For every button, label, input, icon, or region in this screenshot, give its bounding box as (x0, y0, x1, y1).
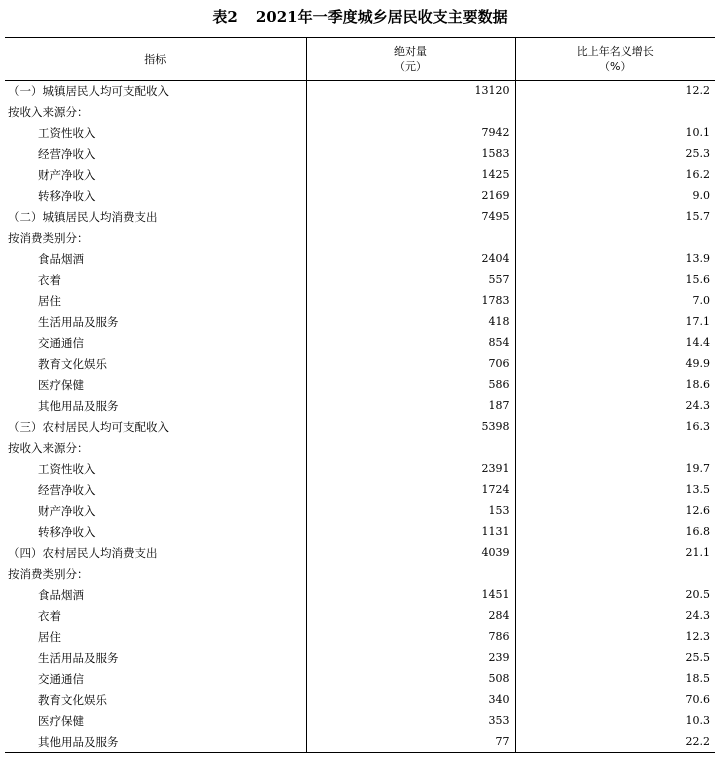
row-growth-rate (515, 438, 715, 459)
table-row (5, 396, 715, 417)
row-absolute-value: 2391 (306, 459, 515, 480)
row-absolute-value: 340 (306, 690, 515, 711)
row-growth-rate: 9.0 (515, 186, 715, 207)
table-row (5, 417, 715, 438)
row-label: 教育文化娱乐 (38, 693, 107, 707)
row-label: （一）城镇居民人均可支配收入 (8, 84, 169, 99)
row-absolute-value: 418 (306, 312, 515, 333)
row-growth-rate: 15.6 (515, 270, 715, 291)
table-row (5, 648, 715, 669)
table-number: 表2 (212, 8, 238, 26)
table-row (5, 585, 715, 606)
table-row (5, 249, 715, 270)
row-absolute-value: 557 (306, 270, 515, 291)
row-growth-rate: 7.0 (515, 291, 715, 312)
table-row (5, 291, 715, 312)
row-growth-rate: 12.3 (515, 627, 715, 648)
row-growth-rate: 14.4 (515, 333, 715, 354)
row-label: 居住 (38, 630, 61, 644)
table-row (5, 690, 715, 711)
table-row (5, 606, 715, 627)
row-label: 医疗保健 (38, 714, 84, 728)
row-growth-rate: 22.2 (515, 732, 715, 753)
row-absolute-value: 2169 (306, 186, 515, 207)
row-label: 交通通信 (38, 336, 84, 350)
table-body (5, 81, 715, 753)
row-growth-rate: 16.3 (515, 417, 715, 438)
table-row (5, 228, 715, 249)
table-row (5, 207, 715, 228)
row-absolute-value: 1131 (306, 522, 515, 543)
table-row (5, 270, 715, 291)
row-absolute-value: 4039 (306, 543, 515, 564)
row-label: 教育文化娱乐 (38, 357, 107, 371)
row-absolute-value: 1425 (306, 165, 515, 186)
row-growth-rate (515, 228, 715, 249)
table-row (5, 102, 715, 123)
table-row (5, 144, 715, 165)
row-absolute-value: 7942 (306, 123, 515, 144)
row-label: 食品烟酒 (38, 588, 84, 602)
row-growth-rate: 12.2 (515, 81, 715, 102)
table-title-text: 2021年一季度城乡居民收支主要数据 (255, 8, 508, 26)
row-label: 生活用品及服务 (38, 315, 119, 329)
row-absolute-value: 239 (306, 648, 515, 669)
row-absolute-value (306, 102, 515, 123)
row-absolute-value (306, 564, 515, 585)
row-label: 生活用品及服务 (38, 651, 119, 665)
table-row (5, 375, 715, 396)
row-label: 财产净收入 (38, 168, 96, 182)
row-absolute-value (306, 228, 515, 249)
row-absolute-value: 586 (306, 375, 515, 396)
row-growth-rate: 25.5 (515, 648, 715, 669)
row-label: 居住 (38, 294, 61, 308)
row-absolute-value: 353 (306, 711, 515, 732)
table-row (5, 438, 715, 459)
table-row (5, 81, 715, 102)
row-growth-rate: 25.3 (515, 144, 715, 165)
table-row (5, 711, 715, 732)
row-growth-rate: 20.5 (515, 585, 715, 606)
table-row (5, 564, 715, 585)
row-label: 其他用品及服务 (38, 399, 119, 413)
row-growth-rate: 10.1 (515, 123, 715, 144)
row-absolute-value: 284 (306, 606, 515, 627)
row-label: 经营净收入 (38, 483, 96, 497)
table-row (5, 186, 715, 207)
row-label: 财产净收入 (38, 504, 96, 518)
row-label: 工资性收入 (38, 462, 96, 476)
row-label: 经营净收入 (38, 147, 96, 161)
table-row (5, 312, 715, 333)
row-label: 医疗保健 (38, 378, 84, 392)
row-growth-rate: 16.2 (515, 165, 715, 186)
row-label: 衣着 (38, 609, 61, 623)
row-growth-rate: 18.6 (515, 375, 715, 396)
row-absolute-value: 13120 (306, 81, 515, 102)
row-growth-rate: 49.9 (515, 354, 715, 375)
row-absolute-value: 2404 (306, 249, 515, 270)
row-absolute-value: 1783 (306, 291, 515, 312)
row-growth-rate (515, 102, 715, 123)
row-growth-rate: 17.1 (515, 312, 715, 333)
row-growth-rate: 21.1 (515, 543, 715, 564)
row-absolute-value: 1583 (306, 144, 515, 165)
row-absolute-value (306, 438, 515, 459)
row-absolute-value: 786 (306, 627, 515, 648)
row-absolute-value: 187 (306, 396, 515, 417)
row-label: 其他用品及服务 (5, 732, 306, 753)
table-row (5, 333, 715, 354)
row-growth-rate: 16.8 (515, 522, 715, 543)
row-absolute-value: 854 (306, 333, 515, 354)
header-nominal-growth: 比上年名义增长 （%） (515, 38, 715, 81)
row-label: 转移净收入 (38, 525, 96, 539)
row-growth-rate: 10.3 (515, 711, 715, 732)
row-absolute-value: 77 (306, 732, 515, 753)
row-absolute-value: 1724 (306, 480, 515, 501)
table-row (5, 480, 715, 501)
row-label: 按消费类别分： (8, 231, 89, 245)
row-label: 衣着 (38, 273, 61, 287)
table-row (5, 501, 715, 522)
header-indicator: 指标 (5, 38, 306, 81)
table-row (5, 354, 715, 375)
table-row (5, 459, 715, 480)
row-absolute-value: 1451 (306, 585, 515, 606)
row-absolute-value: 706 (306, 354, 515, 375)
row-growth-rate: 70.6 (515, 690, 715, 711)
row-label: 食品烟酒 (38, 252, 84, 266)
table-row (5, 123, 715, 144)
row-growth-rate: 12.6 (515, 501, 715, 522)
row-growth-rate: 18.5 (515, 669, 715, 690)
table-row (5, 543, 715, 564)
row-label: 工资性收入 (38, 126, 96, 140)
row-growth-rate: 24.3 (515, 606, 715, 627)
row-label: 转移净收入 (38, 189, 96, 203)
row-growth-rate: 24.3 (515, 396, 715, 417)
table-row (5, 627, 715, 648)
row-label: 按收入来源分： (8, 441, 89, 455)
row-label: （三）农村居民人均可支配收入 (8, 420, 169, 434)
income-expenditure-table (5, 37, 715, 753)
row-growth-rate: 13.5 (515, 480, 715, 501)
row-label: 按消费类别分： (8, 567, 89, 581)
row-absolute-value: 5398 (306, 417, 515, 438)
table-row (5, 732, 715, 753)
row-growth-rate: 19.7 (515, 459, 715, 480)
table-header-row (5, 38, 715, 81)
table-row (5, 165, 715, 186)
table-title (0, 4, 720, 30)
row-absolute-value: 7495 (306, 207, 515, 228)
row-growth-rate: 15.7 (515, 207, 715, 228)
header-absolute-amount: 绝对量 （元） (306, 38, 515, 81)
row-label: （二）城镇居民人均消费支出 (8, 210, 158, 224)
row-growth-rate: 13.9 (515, 249, 715, 270)
row-label: 按收入来源分： (8, 105, 89, 119)
row-absolute-value: 508 (306, 669, 515, 690)
table-row (5, 522, 715, 543)
row-absolute-value: 153 (306, 501, 515, 522)
row-label: （四）农村居民人均消费支出 (8, 546, 158, 560)
row-label: 交通通信 (38, 672, 84, 686)
table-row (5, 669, 715, 690)
row-growth-rate (515, 564, 715, 585)
